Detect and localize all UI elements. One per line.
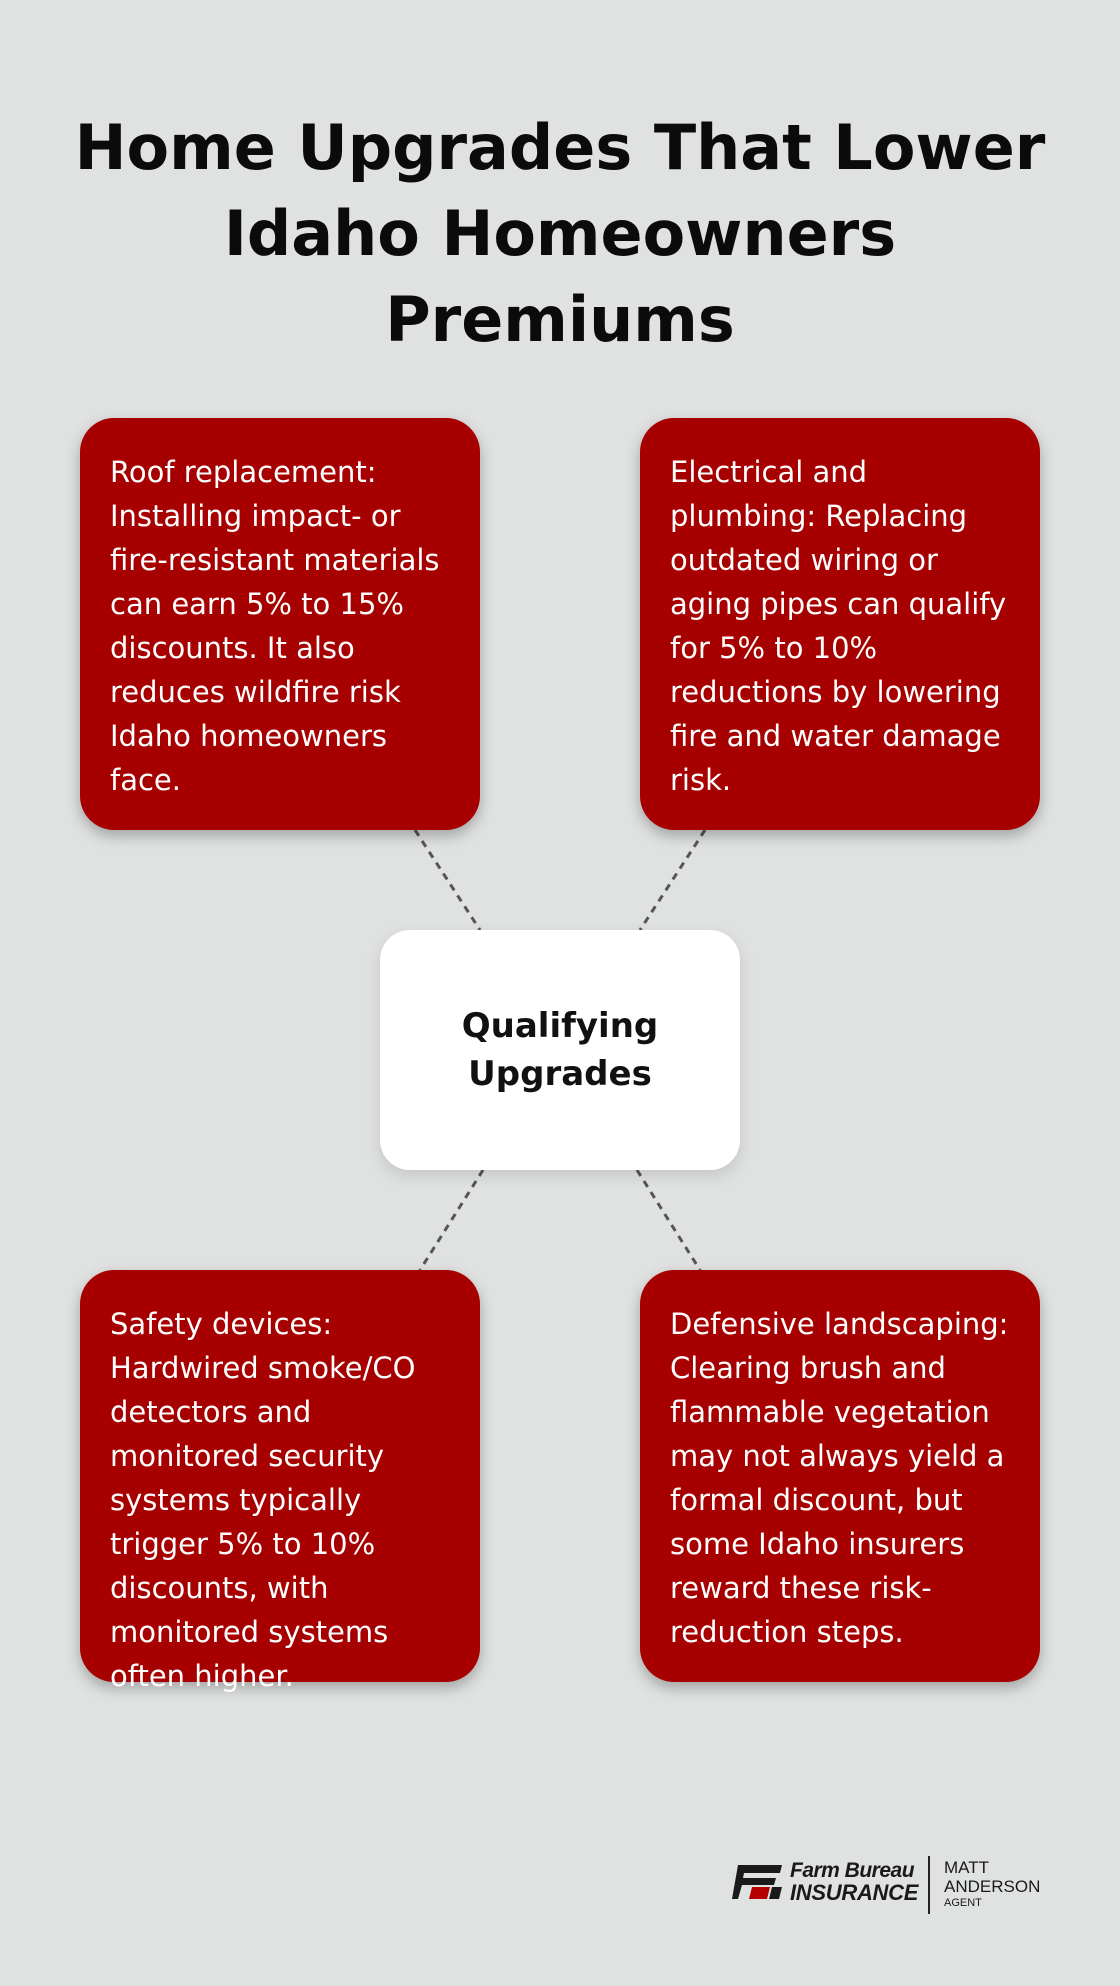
card-text: Safety devices: Hardwired smoke/CO detectors and monitored security systems typically trigger 5% to 10% discounts, with monitored systems often higher.: [110, 1307, 416, 1693]
connector-bottom-left: [420, 1170, 483, 1270]
card-text: Roof replacement: Installing impact- or fire-resistant materials can earn 5% to 15% discounts. It also reduces wildfire risk Idaho homeowners face.: [110, 455, 440, 797]
brand-name: [790, 1860, 918, 1904]
card-text: Defensive landscaping: Clearing brush and flammable vegetation may not always yield a formal discount, but some Idaho insurers reward these risk-reduction steps.: [670, 1307, 1009, 1649]
card-defensive-landscaping: [640, 1270, 1040, 1682]
page-title: Home Upgrades That Lower Idaho Homeowners Premiums: [74, 111, 1046, 356]
footer-logo: [732, 1856, 1052, 1916]
agent-last-name: ANDERSON: [944, 1877, 1041, 1896]
card-electrical-plumbing: [640, 418, 1040, 830]
center-node: [380, 930, 740, 1170]
farm-bureau-logo-icon: [732, 1863, 786, 1901]
agent-first-name: MATT: [944, 1858, 990, 1877]
brand-line1: Farm Bureau: [790, 1859, 915, 1882]
agent-name-block: [944, 1858, 1040, 1910]
brand-line2: INSURANCE: [790, 1880, 919, 1905]
card-roof-replacement: [80, 418, 480, 830]
card-safety-devices: [80, 1270, 480, 1693]
logo-divider: [928, 1856, 930, 1914]
connector-top-right: [640, 830, 705, 930]
center-label: Qualifying Upgrades: [461, 1006, 659, 1094]
connector-bottom-right: [637, 1170, 700, 1270]
connector-top-left: [415, 830, 480, 930]
agent-role: AGENT: [944, 1897, 982, 1909]
card-text: Electrical and plumbing: Replacing outdated wiring or aging pipes can qualify for 5% to 10% reductions by lowering fire and water damage risk.: [670, 455, 1007, 797]
